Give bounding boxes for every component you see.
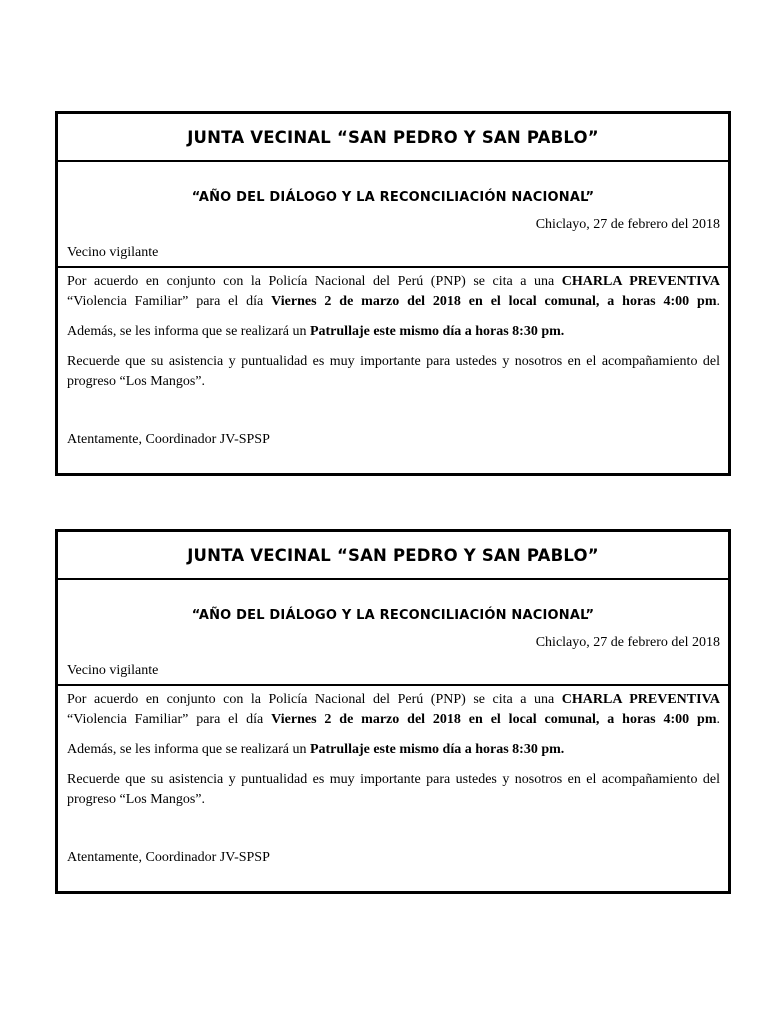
paragraph-reminder: Recuerde que su asistencia y puntualidad es muy importante para ustedes y nosotros en el acompañamiento del progreso “Los Mangos”.	[67, 772, 720, 807]
patrol-text: Además, se les informa que se realizará un	[67, 742, 310, 757]
date-line: Chiclayo, 27 de febrero del 2018	[535, 217, 720, 232]
invitation-topic: “Violencia Familiar” para el día	[67, 712, 272, 727]
patrol-schedule: Patrullaje este mismo día a horas 8:30 pm.	[309, 324, 565, 339]
date-line: Chiclayo, 27 de febrero del 2018	[535, 635, 720, 650]
notice-header: JUNTA VECINAL “SAN PEDRO Y SAN PABLO”	[58, 114, 728, 162]
paragraph-patrol	[67, 740, 720, 760]
paragraph-invitation	[67, 272, 720, 312]
period: .	[716, 294, 720, 309]
paragraph-invitation	[67, 690, 720, 730]
event-schedule: Viernes 2 de marzo del 2018 en el local comunal, a horas 4:00 pm	[271, 712, 717, 727]
invitation-text: Por acuerdo en conjunto con la Policía Nacional del Perú (PNP) se cita a una	[67, 692, 562, 707]
signature: Atentamente, Coordinador JV-SPSP	[67, 850, 270, 865]
year-motto: “AÑO DEL DIÁLOGO Y LA RECONCILIACIÓN NACIONAL”	[191, 608, 595, 623]
event-schedule: Viernes 2 de marzo del 2018 en el local comunal, a horas 4:00 pm	[271, 294, 717, 309]
patrol-schedule: Patrullaje este mismo día a horas 8:30 pm.	[309, 742, 565, 757]
year-motto: “AÑO DEL DIÁLOGO Y LA RECONCILIACIÓN NACIONAL”	[191, 190, 595, 205]
notice-header: JUNTA VECINAL “SAN PEDRO Y SAN PABLO”	[58, 532, 728, 580]
notice-body	[58, 266, 728, 450]
paragraph-reminder: Recuerde que su asistencia y puntualidad es muy importante para ustedes y nosotros en el acompañamiento del progreso “Los Mangos”.	[67, 354, 720, 389]
event-type: CHARLA PREVENTIVA	[561, 274, 720, 289]
notice-card	[55, 111, 731, 476]
period: .	[716, 712, 720, 727]
invitation-topic: “Violencia Familiar” para el día	[67, 294, 272, 309]
patrol-text: Además, se les informa que se realizará un	[67, 324, 310, 339]
event-type: CHARLA PREVENTIVA	[561, 692, 720, 707]
greeting: Vecino vigilante	[67, 245, 159, 260]
paragraph-patrol	[67, 322, 720, 342]
signature: Atentamente, Coordinador JV-SPSP	[67, 432, 270, 447]
notice-card	[55, 529, 731, 894]
greeting: Vecino vigilante	[67, 663, 159, 678]
notice-body	[58, 684, 728, 868]
invitation-text: Por acuerdo en conjunto con la Policía Nacional del Perú (PNP) se cita a una	[67, 274, 562, 289]
